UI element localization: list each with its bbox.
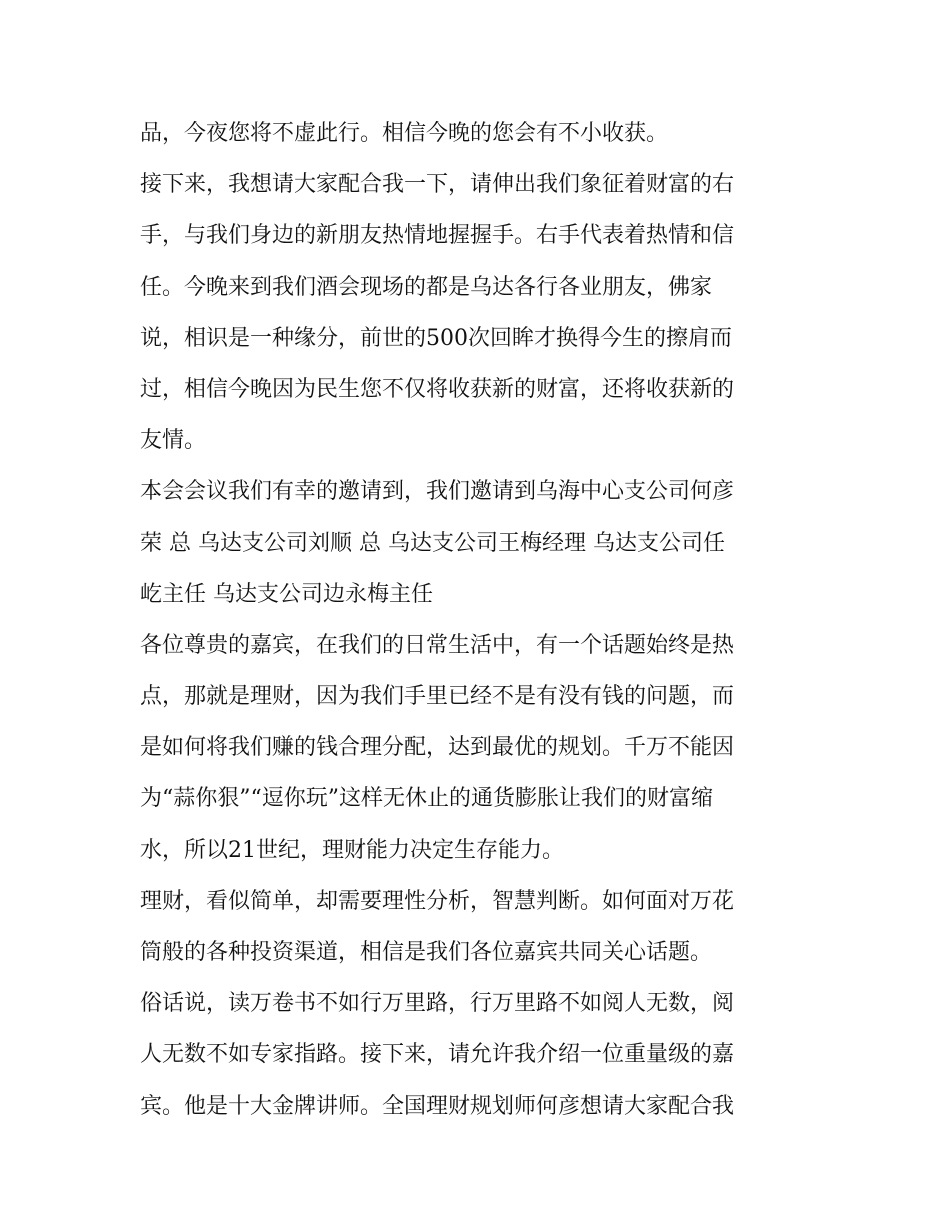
text-line: 俗话说，读万卷书不如行万里路，行万里路不如阅人无数，阅 <box>140 991 735 1017</box>
text-line: 人无数不如专家指路。接下来，请允许我介绍一位重量级的嘉 <box>140 1042 735 1068</box>
text-line: 任。今晚来到我们酒会现场的都是乌达各行各业朋友，佛家 <box>140 274 713 300</box>
text-line: 点，那就是理财，因为我们手里已经不是有没有钱的问题，而 <box>140 684 735 710</box>
text-line: 过，相信今晚因为民生您不仅将收获新的财富，还将收获新的 <box>140 376 735 402</box>
document-body <box>140 108 812 1132</box>
text-line: 各位尊贵的嘉宾，在我们的日常生活中，有一个话题始终是热 <box>140 632 735 658</box>
text-line: 友情。 <box>140 428 207 454</box>
text-line: 荣 总 乌达支公司刘顺 总 乌达支公司王梅经理 乌达支公司任 <box>140 530 725 556</box>
text-line: 理财，看似简单，却需要理性分析，智慧判断。如何面对万花 <box>140 888 735 914</box>
text-line: 宾。他是十大金牌讲师。全国理财规划师何彦想请大家配合我 <box>140 1093 735 1119</box>
text-line: 屹主任 乌达支公司边永梅主任 <box>140 581 433 607</box>
text-line: 水，所以21世纪，理财能力决定生存能力。 <box>140 837 564 863</box>
text-line: 为“蒜你狠”“逗你玩”这样无休止的通货膨胀让我们的财富缩 <box>140 786 713 812</box>
text-line: 是如何将我们赚的钱合理分配，达到最优的规划。千万不能因 <box>140 735 735 761</box>
text-line: 接下来，我想请大家配合我一下，请伸出我们象征着财富的右 <box>140 172 735 198</box>
text-line: 筒般的各种投资渠道，相信是我们各位嘉宾共同关心话题。 <box>140 940 713 965</box>
text-line: 说，相识是一种缘分，前世的500次回眸才换得今生的擦肩而 <box>140 325 732 351</box>
text-line: 手，与我们身边的新朋友热情地握握手。右手代表着热情和信 <box>140 223 735 249</box>
text-line: 品，今夜您将不虚此行。相信今晚的您会有不小收获。 <box>140 121 669 146</box>
text-line: 本会会议我们有幸的邀请到，我们邀请到乌海中心支公司何彦 <box>140 479 735 505</box>
